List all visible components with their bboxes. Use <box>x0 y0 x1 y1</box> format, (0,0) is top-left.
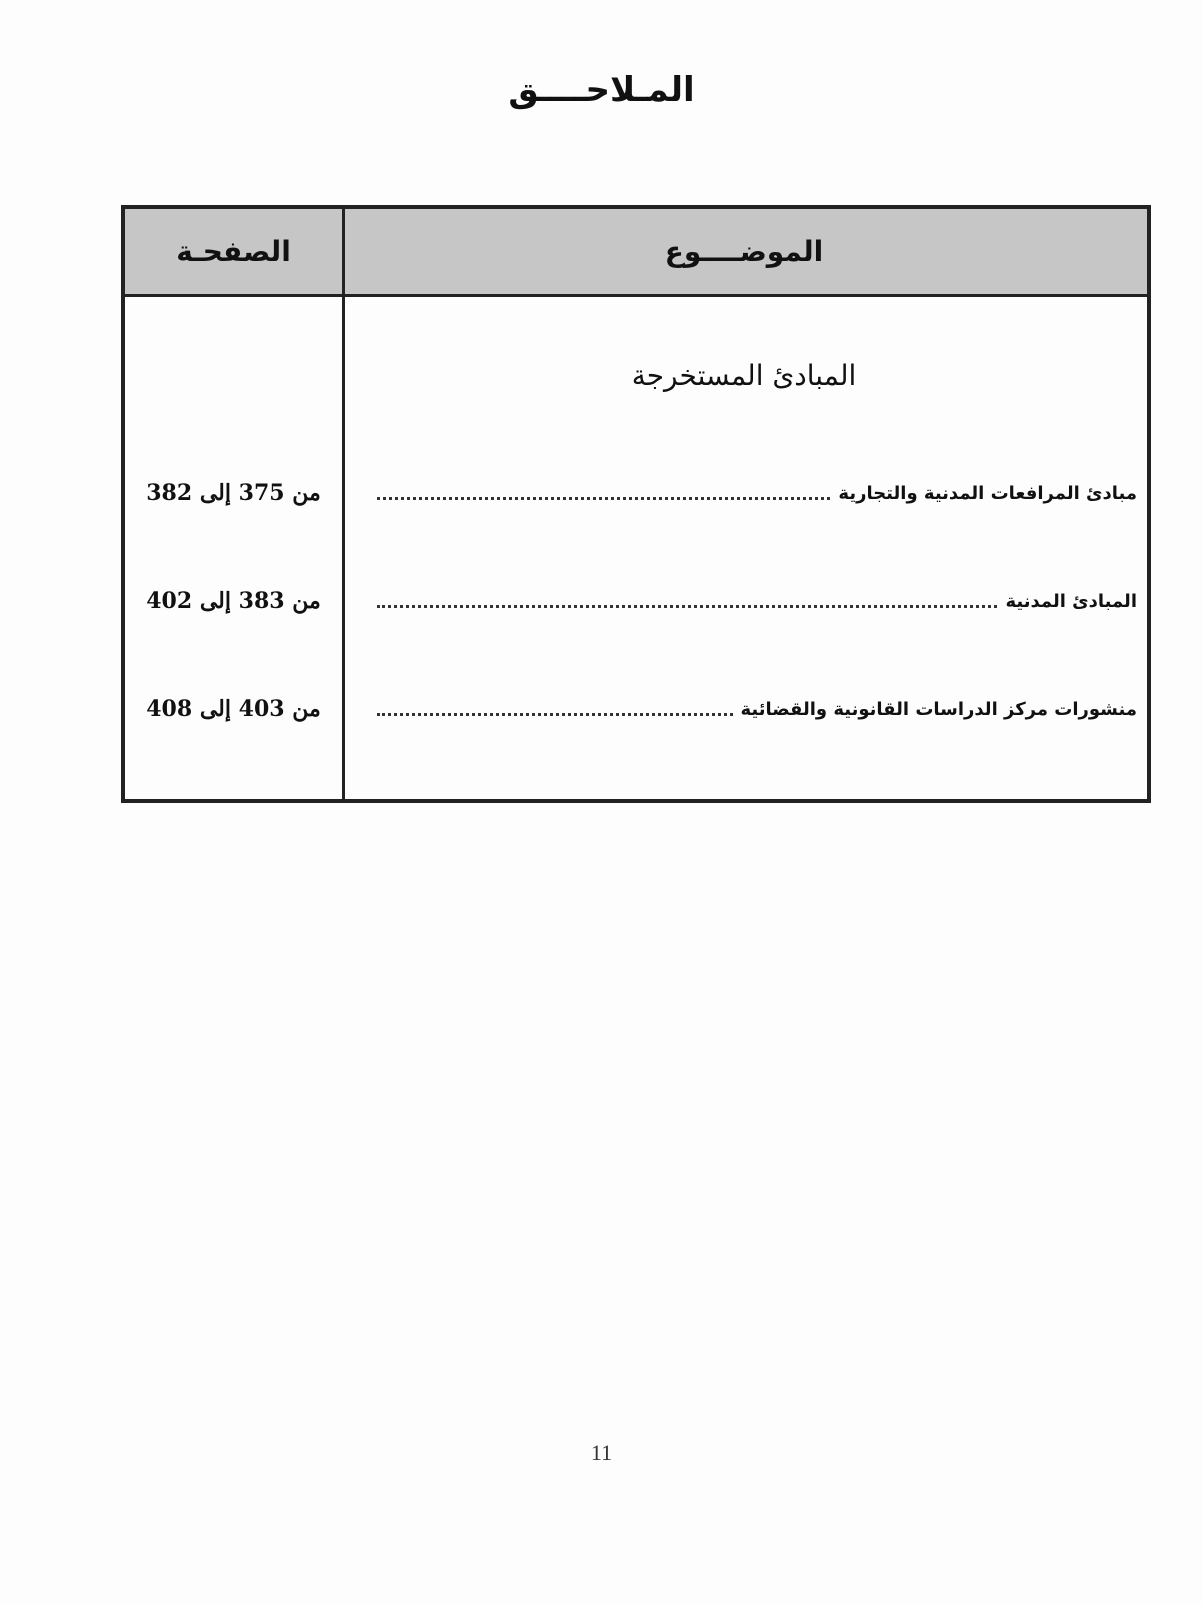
table-row <box>125 473 1147 513</box>
section-heading: المبادئ المستخرجة <box>631 359 857 392</box>
dot-leader <box>377 605 997 608</box>
header-page: الصفحـة <box>176 235 291 268</box>
page-title: المـلاحــــق <box>508 70 695 110</box>
dot-leader <box>377 497 830 500</box>
row-subject <box>377 689 1137 729</box>
dot-leader <box>377 713 733 716</box>
toc-table <box>121 205 1151 803</box>
table-row <box>125 689 1147 729</box>
row-subject <box>377 473 1137 513</box>
page-number: 11 <box>590 1440 613 1465</box>
row-subject-label: مبادئ المرافعات المدنية والتجارية <box>838 482 1137 504</box>
table-row <box>125 581 1147 621</box>
row-pages: من 403 إلى 408 <box>146 696 321 722</box>
header-subject: الموضــــوع <box>664 235 824 268</box>
row-pages: من 375 إلى 382 <box>146 480 321 506</box>
row-subject <box>377 581 1137 621</box>
table-header <box>125 209 1147 297</box>
row-subject-label: المبادئ المدنية <box>1005 590 1137 612</box>
row-pages: من 383 إلى 402 <box>146 588 321 614</box>
row-subject-label: منشورات مركز الدراسات القانونية والقضائية <box>740 698 1137 720</box>
